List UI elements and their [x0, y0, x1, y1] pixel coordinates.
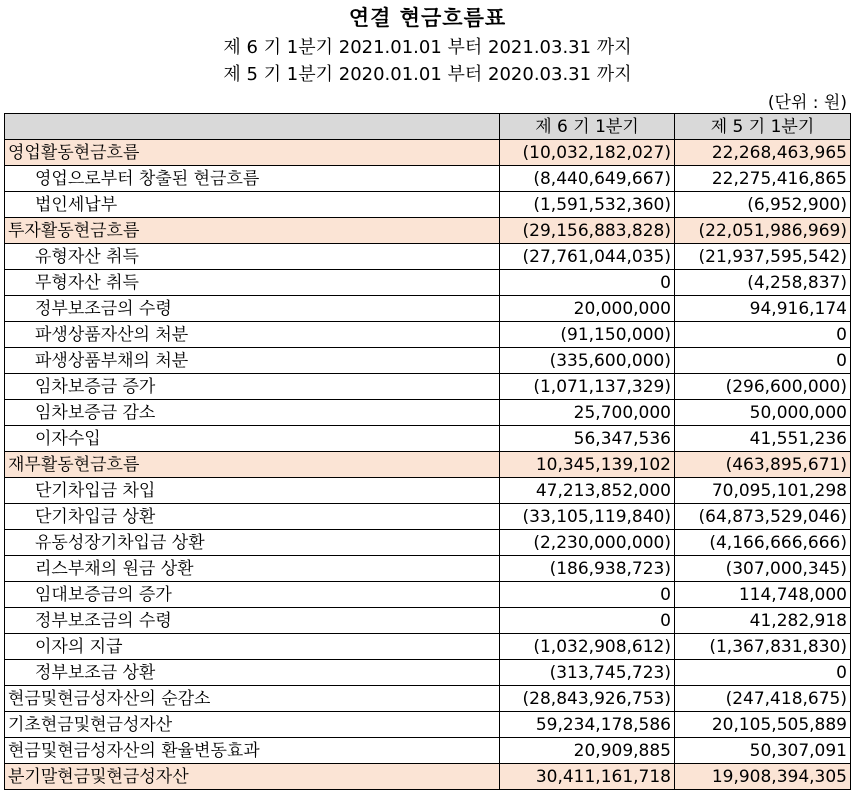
prior-period-value: (296,600,000)	[675, 374, 851, 400]
row-label: 기초현금및현금성자산	[5, 712, 500, 738]
current-period-value: (1,071,137,329)	[500, 374, 675, 400]
current-period-value: 59,234,178,586	[500, 712, 675, 738]
table-row	[5, 348, 851, 374]
table-row	[5, 556, 851, 582]
row-label: 파생상품부채의 처분	[5, 348, 500, 374]
prior-period-value: (247,418,675)	[675, 686, 851, 712]
prior-period-value: 70,095,101,298	[675, 478, 851, 504]
row-label: 임차보증금 감소	[5, 400, 500, 426]
table-row	[5, 712, 851, 738]
column-header-current: 제 6 기 1분기	[500, 114, 675, 140]
table-row	[5, 296, 851, 322]
row-label: 유동성장기차입금 상환	[5, 530, 500, 556]
period-current: 제 6 기 1분기 2021.01.01 부터 2021.03.31 까지	[223, 37, 632, 58]
table-row	[5, 166, 851, 192]
table-header-row	[5, 114, 851, 140]
prior-period-value: (307,000,345)	[675, 556, 851, 582]
row-label: 단기차입금 차입	[5, 478, 500, 504]
prior-period-value: 20,105,505,889	[675, 712, 851, 738]
row-label: 파생상품자산의 처분	[5, 322, 500, 348]
current-period-value: 20,909,885	[500, 738, 675, 764]
current-period-value: (29,156,883,828)	[500, 218, 675, 244]
prior-period-value: 41,551,236	[675, 426, 851, 452]
table-row	[5, 660, 851, 686]
prior-period-value: 19,908,394,305	[675, 764, 851, 790]
table-row	[5, 426, 851, 452]
prior-period-value: 94,916,174	[675, 296, 851, 322]
table-row	[5, 374, 851, 400]
prior-period-value: 0	[675, 322, 851, 348]
table-row	[5, 140, 851, 166]
current-period-value: (335,600,000)	[500, 348, 675, 374]
current-period-value: 0	[500, 582, 675, 608]
prior-period-value: 50,000,000	[675, 400, 851, 426]
prior-period-value: 0	[675, 348, 851, 374]
prior-period-value: 114,748,000	[675, 582, 851, 608]
table-row	[5, 452, 851, 478]
cash-flow-table	[4, 113, 851, 790]
row-label: 임차보증금 증가	[5, 374, 500, 400]
current-period-value: 30,411,161,718	[500, 764, 675, 790]
current-period-value: 25,700,000	[500, 400, 675, 426]
row-label: 이자의 지급	[5, 634, 500, 660]
row-label: 현금및현금성자산의 순감소	[5, 686, 500, 712]
prior-period-value: (64,873,529,046)	[675, 504, 851, 530]
table-row	[5, 270, 851, 296]
table-row	[5, 322, 851, 348]
row-label: 정부보조금 상환	[5, 660, 500, 686]
row-label: 재무활동현금흐름	[5, 452, 500, 478]
prior-period-value: (6,952,900)	[675, 192, 851, 218]
table-row	[5, 686, 851, 712]
row-label: 정부보조금의 수령	[5, 296, 500, 322]
table-row	[5, 582, 851, 608]
unit-label: (단위 : 원)	[767, 93, 847, 113]
row-label: 법인세납부	[5, 192, 500, 218]
current-period-value: 10,345,139,102	[500, 452, 675, 478]
statement-title: 연결 현금흐름표	[348, 6, 507, 30]
current-period-value: (27,761,044,035)	[500, 244, 675, 270]
table-row	[5, 400, 851, 426]
current-period-value: (1,591,532,360)	[500, 192, 675, 218]
prior-period-value: (21,937,595,542)	[675, 244, 851, 270]
table-row	[5, 218, 851, 244]
current-period-value: (33,105,119,840)	[500, 504, 675, 530]
row-label: 단기차입금 상환	[5, 504, 500, 530]
row-label: 현금및현금성자산의 환율변동효과	[5, 738, 500, 764]
current-period-value: (2,230,000,000)	[500, 530, 675, 556]
table-row	[5, 244, 851, 270]
current-period-value: 0	[500, 608, 675, 634]
row-label: 무형자산 취득	[5, 270, 500, 296]
row-label: 리스부채의 원금 상환	[5, 556, 500, 582]
current-period-value: (8,440,649,667)	[500, 166, 675, 192]
column-header-prior: 제 5 기 1분기	[675, 114, 851, 140]
column-header-label	[5, 114, 500, 140]
row-label: 유형자산 취득	[5, 244, 500, 270]
prior-period-value: (22,051,986,969)	[675, 218, 851, 244]
prior-period-value: 22,268,463,965	[675, 140, 851, 166]
prior-period-value: 41,282,918	[675, 608, 851, 634]
current-period-value: (28,843,926,753)	[500, 686, 675, 712]
row-label: 임대보증금의 증가	[5, 582, 500, 608]
prior-period-value: (1,367,831,830)	[675, 634, 851, 660]
current-period-value: 20,000,000	[500, 296, 675, 322]
current-period-value: (186,938,723)	[500, 556, 675, 582]
row-label: 투자활동현금흐름	[5, 218, 500, 244]
table-row	[5, 764, 851, 790]
row-label: 분기말현금및현금성자산	[5, 764, 500, 790]
current-period-value: (313,745,723)	[500, 660, 675, 686]
current-period-value: 56,347,536	[500, 426, 675, 452]
current-period-value: 47,213,852,000	[500, 478, 675, 504]
row-label: 영업활동현금흐름	[5, 140, 500, 166]
table-row	[5, 738, 851, 764]
prior-period-value: 0	[675, 660, 851, 686]
table-row	[5, 530, 851, 556]
table-row	[5, 192, 851, 218]
prior-period-value: (4,258,837)	[675, 270, 851, 296]
prior-period-value: 22,275,416,865	[675, 166, 851, 192]
current-period-value: (1,032,908,612)	[500, 634, 675, 660]
table-row	[5, 504, 851, 530]
prior-period-value: (463,895,671)	[675, 452, 851, 478]
current-period-value: (91,150,000)	[500, 322, 675, 348]
current-period-value: 0	[500, 270, 675, 296]
row-label: 영업으로부터 창출된 현금흐름	[5, 166, 500, 192]
table-row	[5, 608, 851, 634]
period-prior: 제 5 기 1분기 2020.01.01 부터 2020.03.31 까지	[223, 64, 632, 85]
current-period-value: (10,032,182,027)	[500, 140, 675, 166]
row-label: 이자수입	[5, 426, 500, 452]
table-row	[5, 478, 851, 504]
prior-period-value: (4,166,666,666)	[675, 530, 851, 556]
prior-period-value: 50,307,091	[675, 738, 851, 764]
row-label: 정부보조금의 수령	[5, 608, 500, 634]
table-row	[5, 634, 851, 660]
